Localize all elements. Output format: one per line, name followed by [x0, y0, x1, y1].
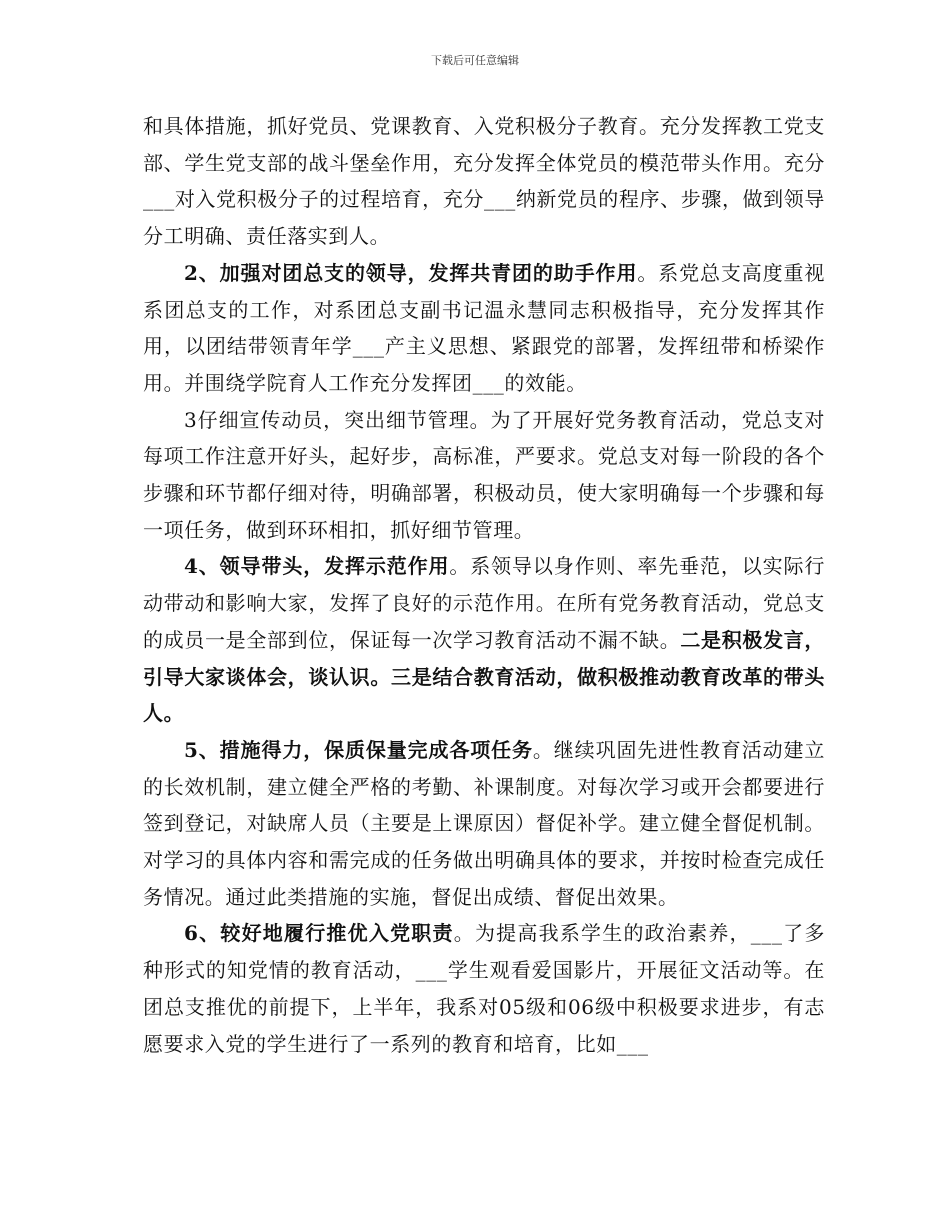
paragraph-3	[143, 402, 825, 549]
paragraph-4-heading: 4、领导带头，发挥示范作用	[184, 554, 450, 579]
paragraph-2	[143, 255, 825, 402]
paragraph-4	[143, 548, 825, 732]
paragraph-1-text: 和具体措施，抓好党员、党课教育、入党积极分子教育。充分发挥教工党支部、学生党支部的战斗堡垒作用，充分发挥全体党员的模范带头作用。充分___对入党积极分子的过程培育，充分___纳新党员的程序、步骤，做到领导分工明确、责任落实到人。	[143, 114, 825, 249]
paragraph-4-bold-tail: 二是积极发言，引导大家谈体会，谈认识。三是结合教育活动，做积极推动教育改革的带头人。	[143, 627, 826, 726]
paragraph-5-text: 。继续巩固先进性教育活动建立的长效机制，建立健全严格的考勤、补课制度。对每次学习或开会都要进行签到登记，对缺席人员（主要是上课原因）督促补学。建立健全督促机制。对学习的具体内容和需完成的任务做出明确具体的要求，并按时检查完成任务情况。通过此类措施的实施，督促出成绩、督促出效果。	[143, 737, 825, 909]
paragraph-4-text: 。系领导以身作则、率先垂范，以实际行动带动和影响大家，发挥了良好的示范作用。在所有党务教育活动，党总支的成员一是全部到位，保证每一次学习教育活动不漏不缺。	[143, 554, 825, 652]
paragraph-5	[143, 732, 825, 916]
paragraph-5-heading: 5、措施得力，保质保量完成各项任务	[184, 737, 533, 762]
paragraph-2-heading: 2、加强对团总支的领导，发挥共青团的助手作用	[184, 260, 638, 285]
document-body	[143, 108, 825, 1062]
page-header: 下载后可任意编辑	[431, 54, 519, 67]
paragraph-6	[143, 915, 825, 1062]
paragraph-6-text: 。为提高我系学生的政治素养，___了多种形式的知党情的教育活动，___学生观看爱国影片，开展征文活动等。在团总支推优的前提下，上半年，我系对05级和06级中积极要求进步，有志愿要求入党的学生进行了一系列的教育和培育，比如___	[143, 921, 825, 1056]
paragraph-3-text: 3仔细宣传动员，突出细节管理。为了开展好党务教育活动，党总支对每项工作注意开好头，起好步，高标准，严要求。党总支对每一阶段的各个步骤和环节都仔细对待，明确部署，积极动员，使大家明确每一个步骤和每一项任务，做到环环相扣，抓好细节管理。	[143, 407, 825, 542]
paragraph-2-text: 。系党总支高度重视系团总支的工作，对系团总支副书记温永慧同志积极指导，充分发挥其作用，以团结带领青年学___产主义思想、紧跟党的部署，发挥纽带和桥梁作用。并围绕学院育人工作充分发挥团___的效能。	[143, 260, 825, 395]
paragraph-1	[143, 108, 825, 255]
paragraph-6-heading: 6、较好地履行推优入党职责	[184, 921, 454, 946]
